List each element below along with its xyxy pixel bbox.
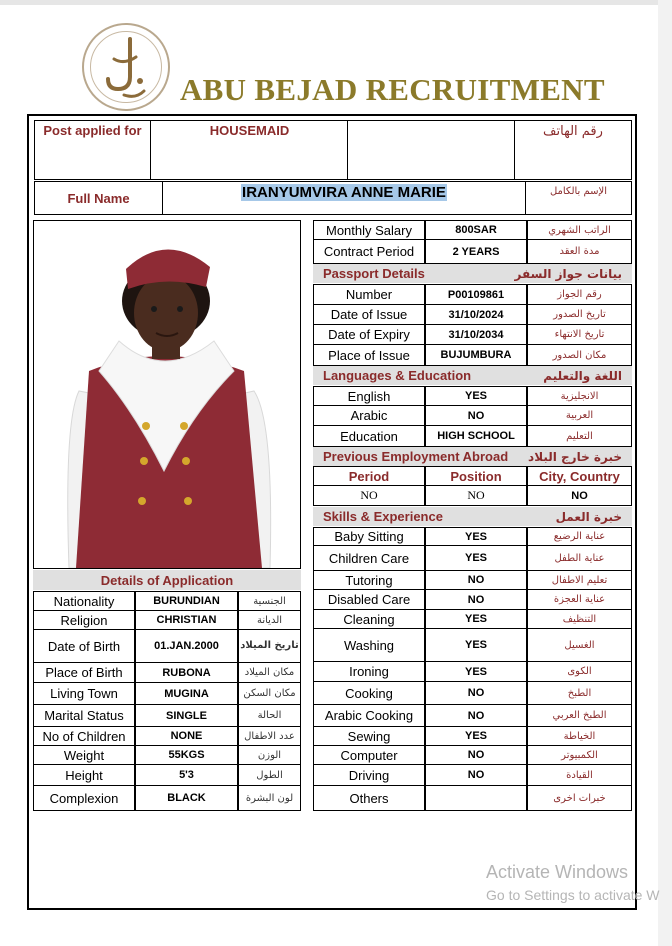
language-row-value: HIGH SCHOOL bbox=[425, 425, 527, 447]
skill-row-label: Others bbox=[313, 785, 425, 811]
application-row-value: MUGINA bbox=[135, 682, 238, 705]
employment-period: NO bbox=[313, 485, 425, 506]
passport-row-label: Number bbox=[313, 284, 425, 305]
language-row-value: NO bbox=[425, 405, 527, 426]
application-row-ar: الديانة bbox=[238, 610, 301, 630]
candidate-photo bbox=[33, 220, 301, 569]
employment-section-text-ar: خبرة خارج البلاد bbox=[528, 449, 622, 464]
skill-row-label: Washing bbox=[313, 628, 425, 662]
skill-row-value: YES bbox=[425, 661, 527, 682]
application-row-ar: الحالة bbox=[238, 704, 301, 727]
application-row-value: 01.JAN.2000 bbox=[135, 629, 238, 663]
application-row-value: RUBONA bbox=[135, 662, 238, 683]
monthly-salary-value: 800SAR bbox=[425, 220, 527, 240]
skills-section-text-ar: خبرة العمل bbox=[555, 509, 622, 524]
passport-row-ar: رقم الجواز bbox=[527, 284, 632, 305]
application-row-label: Height bbox=[33, 764, 135, 786]
activate-windows-title: Activate Windows bbox=[486, 862, 629, 882]
passport-row-value: P00109861 bbox=[425, 284, 527, 305]
skill-row-label: Cooking bbox=[313, 681, 425, 705]
application-row-value: NONE bbox=[135, 726, 238, 746]
monthly-salary-label: Monthly Salary bbox=[313, 220, 425, 240]
languages-section bbox=[313, 366, 632, 385]
company-logo bbox=[82, 23, 170, 111]
language-row-label: English bbox=[313, 386, 425, 406]
skill-row-value: YES bbox=[425, 726, 527, 746]
application-row-ar: لون البشرة bbox=[238, 785, 301, 811]
application-row-label: Religion bbox=[33, 610, 135, 630]
application-row-value: 5'3 bbox=[135, 764, 238, 786]
employment-section-text: Previous Employment Abroad bbox=[323, 449, 509, 464]
skill-row-value: YES bbox=[425, 527, 527, 546]
employment-city: NO bbox=[527, 485, 632, 506]
skill-row-value: NO bbox=[425, 745, 527, 765]
passport-row-value: 31/10/2034 bbox=[425, 324, 527, 345]
skill-row-value bbox=[425, 785, 527, 811]
skill-row-value: YES bbox=[425, 628, 527, 662]
skill-row-label: Children Care bbox=[313, 545, 425, 571]
skill-row-label: Ironing bbox=[313, 661, 425, 682]
application-row-ar: عدد الاطفال bbox=[238, 726, 301, 746]
skill-row-ar: الطبخ bbox=[527, 681, 632, 705]
skill-row-ar: عناية الطفل bbox=[527, 545, 632, 571]
employment-col-position: Position bbox=[425, 466, 527, 486]
skill-row-label: Sewing bbox=[313, 726, 425, 746]
language-row-ar: الانجليزية bbox=[527, 386, 632, 406]
skill-row-ar: خبرات اخرى bbox=[527, 785, 632, 811]
application-row-value: BURUNDIAN bbox=[135, 591, 238, 611]
right-scroll-strip bbox=[658, 0, 672, 946]
passport-row-value: BUJUMBURA bbox=[425, 344, 527, 366]
application-row-ar: تاريخ الميلاد bbox=[238, 629, 301, 663]
application-row-label: Living Town bbox=[33, 682, 135, 705]
skill-row-ar: الخياطة bbox=[527, 726, 632, 746]
post-blank bbox=[347, 121, 514, 179]
language-row-ar: التعليم bbox=[527, 425, 632, 447]
skill-row-value: YES bbox=[425, 545, 527, 571]
passport-section-text-ar: بيانات جواز السفر bbox=[514, 266, 622, 281]
contract-period-value: 2 YEARS bbox=[425, 239, 527, 264]
employment-col-period: Period bbox=[313, 466, 425, 486]
skill-row-value: YES bbox=[425, 609, 527, 629]
employment-section bbox=[313, 447, 632, 466]
candidate-photo-illustration bbox=[34, 221, 300, 568]
top-strip bbox=[0, 0, 672, 5]
employment-col-city: City, Country bbox=[527, 466, 632, 486]
monthly-salary-ar: الراتب الشهري bbox=[527, 220, 632, 240]
skill-row-label: Baby Sitting bbox=[313, 527, 425, 546]
contract-period-ar: مدة العقد bbox=[527, 239, 632, 264]
application-row-ar: الجنسية bbox=[238, 591, 301, 611]
skill-row-label: Arabic Cooking bbox=[313, 704, 425, 727]
passport-row-value: 31/10/2024 bbox=[425, 304, 527, 325]
skill-row-value: NO bbox=[425, 570, 527, 590]
skill-row-label: Computer bbox=[313, 745, 425, 765]
application-row-value: SINGLE bbox=[135, 704, 238, 727]
employment-position: NO bbox=[425, 485, 527, 506]
skill-row-ar: تعليم الاطفال bbox=[527, 570, 632, 590]
application-row-ar: الوزن bbox=[238, 745, 301, 765]
skill-row-value: NO bbox=[425, 589, 527, 610]
application-row-value: BLACK bbox=[135, 785, 238, 811]
skill-row-label: Cleaning bbox=[313, 609, 425, 629]
languages-section-text: Languages & Education bbox=[323, 368, 472, 383]
fullname-label-ar: الإسم بالكامل bbox=[549, 185, 608, 197]
passport-row-ar: تاريخ الصدور bbox=[527, 304, 632, 325]
skill-row-ar: الطبخ العربي bbox=[527, 704, 632, 727]
application-title: Details of Application bbox=[33, 570, 301, 590]
application-row-value: 55KGS bbox=[135, 745, 238, 765]
fullname-cell bbox=[163, 182, 526, 214]
language-row-value: YES bbox=[425, 386, 527, 406]
phone-label-ar: رقم الهاتف bbox=[514, 121, 631, 179]
skill-row-ar: عناية العجزة bbox=[527, 589, 632, 610]
application-row-label: No of Children bbox=[33, 726, 135, 746]
skill-row-value: NO bbox=[425, 704, 527, 727]
activate-windows-subtitle: Go to Settings to activate W bbox=[486, 887, 660, 903]
contract-period-label: Contract Period bbox=[313, 239, 425, 264]
passport-row-label: Date of Issue bbox=[313, 304, 425, 325]
passport-section-text: Passport Details bbox=[323, 266, 425, 281]
skills-section-text: Skills & Experience bbox=[323, 509, 443, 524]
application-row-label: Weight bbox=[33, 745, 135, 765]
language-row-label: Arabic bbox=[313, 405, 425, 426]
skill-row-label: Tutoring bbox=[313, 570, 425, 590]
passport-section bbox=[313, 264, 632, 283]
logo-calligraphy-icon bbox=[84, 25, 168, 109]
application-row-label: Place of Birth bbox=[33, 662, 135, 683]
skill-row-ar: عناية الرضيع bbox=[527, 527, 632, 546]
fullname-label bbox=[35, 182, 163, 214]
post-label: Post applied for bbox=[35, 121, 151, 179]
application-row-ar: مكان الميلاد bbox=[238, 662, 301, 683]
passport-row-ar: مكان الصدور bbox=[527, 344, 632, 366]
application-row-ar: مكان السكن bbox=[238, 682, 301, 705]
fullname-label-text: Full Name bbox=[67, 190, 130, 206]
application-row-label: Nationality bbox=[33, 591, 135, 611]
company-name: ABU BEJAD RECRUITMENT bbox=[180, 72, 605, 107]
skill-row-ar: الكمبيوتر bbox=[527, 745, 632, 765]
skill-row-ar: القيادة bbox=[527, 764, 632, 786]
application-row-label: Date of Birth bbox=[33, 629, 135, 663]
post-value: HOUSEMAID bbox=[209, 122, 290, 138]
application-row-label: Marital Status bbox=[33, 704, 135, 727]
skill-row-value: NO bbox=[425, 764, 527, 786]
languages-section-text-ar: اللغة والتعليم bbox=[543, 368, 622, 383]
language-row-ar: العربية bbox=[527, 405, 632, 426]
fullname-value: IRANYUMVIRA ANNE MARIE bbox=[242, 184, 446, 201]
passport-row-label: Place of Issue bbox=[313, 344, 425, 366]
skill-row-ar: الغسيل bbox=[527, 628, 632, 662]
passport-row-label: Date of Expiry bbox=[313, 324, 425, 345]
passport-row-ar: تاريخ الانتهاء bbox=[527, 324, 632, 345]
skill-row-label: Driving bbox=[313, 764, 425, 786]
application-row-ar: الطول bbox=[238, 764, 301, 786]
skills-section bbox=[313, 507, 632, 526]
skill-row-ar: الكوى bbox=[527, 661, 632, 682]
application-row-value: CHRISTIAN bbox=[135, 610, 238, 630]
application-row-label: Complexion bbox=[33, 785, 135, 811]
skill-row-ar: التنظيف bbox=[527, 609, 632, 629]
language-row-label: Education bbox=[313, 425, 425, 447]
skill-row-value: NO bbox=[425, 681, 527, 705]
skill-row-label: Disabled Care bbox=[313, 589, 425, 610]
